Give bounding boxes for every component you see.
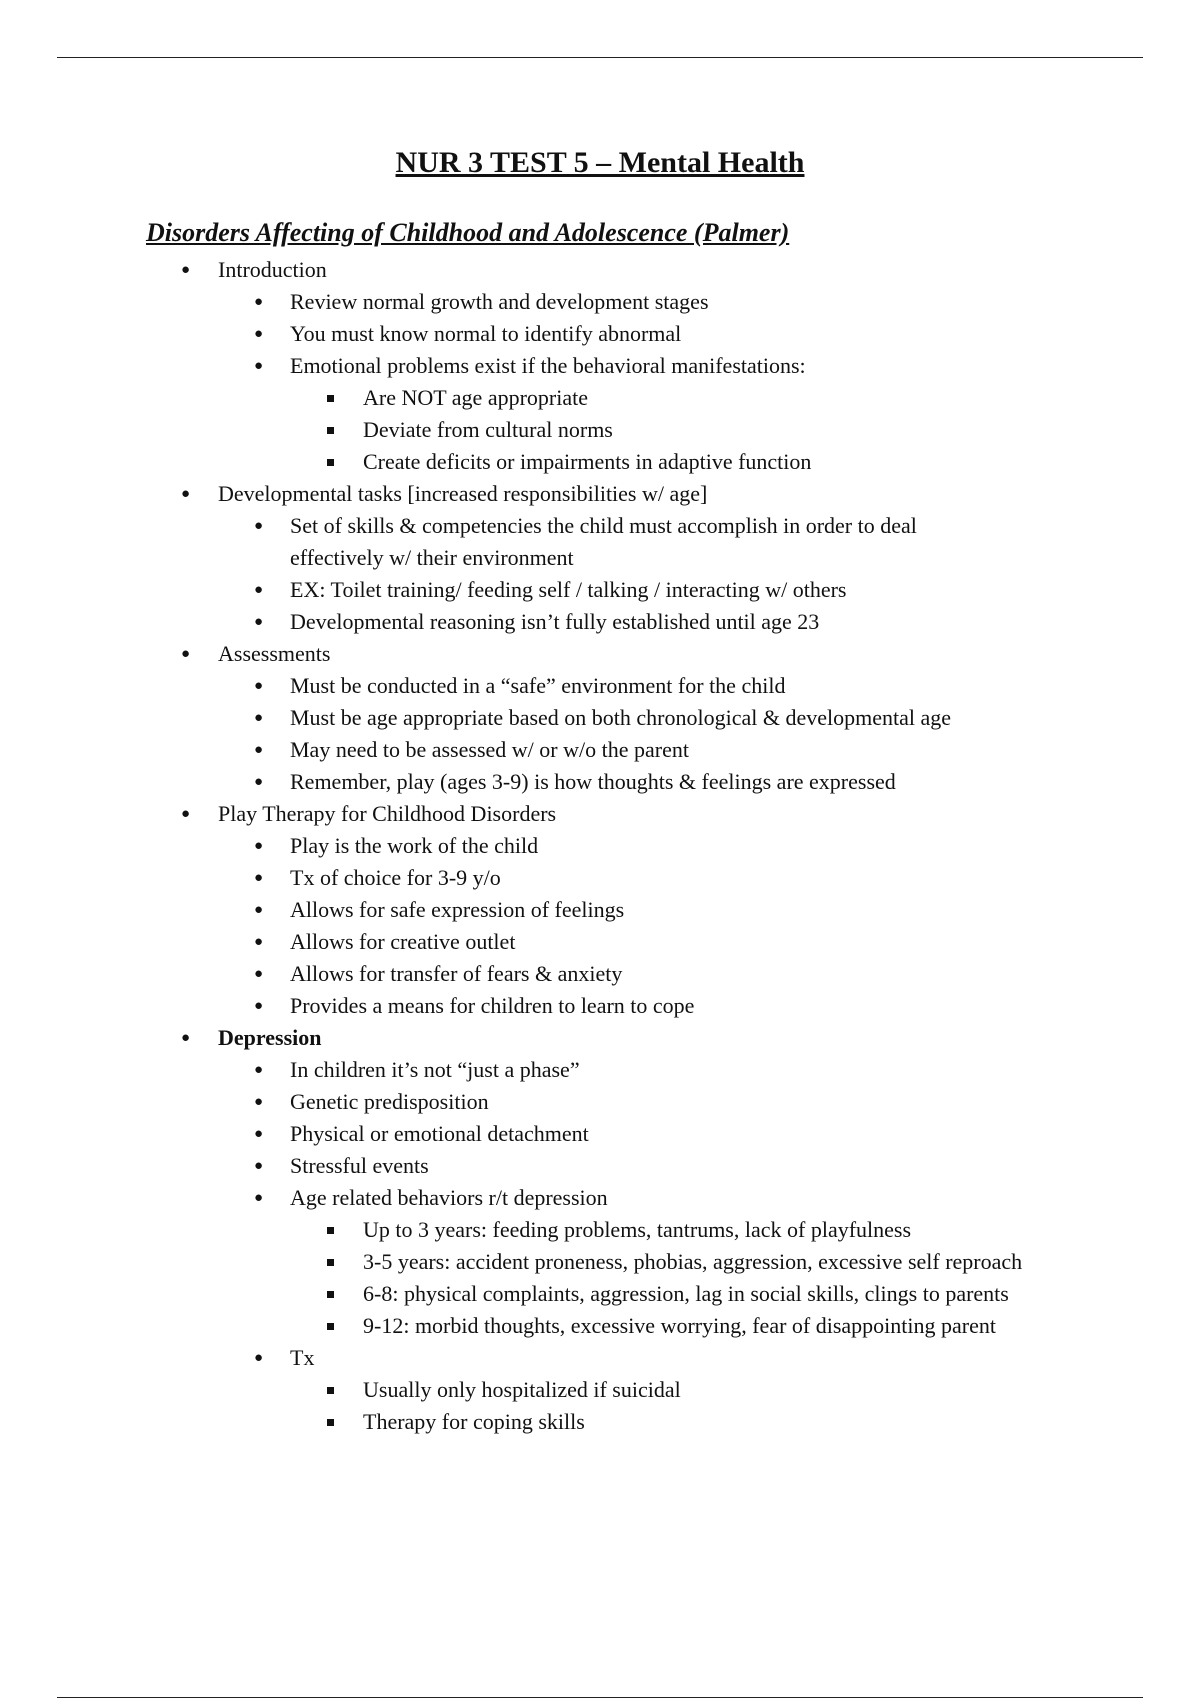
outline-item-level-2 xyxy=(0,990,1200,1022)
square-bullet-icon xyxy=(327,1374,334,1406)
outline-item-level-2 xyxy=(0,1054,1200,1086)
outline-item-level-3 xyxy=(0,1374,1200,1406)
bottom-rule xyxy=(57,1697,1143,1698)
outline-item-level-2 xyxy=(0,1182,1200,1214)
outline-item-text: Developmental tasks [increased responsibilities w/ age] xyxy=(218,481,708,506)
round-bullet-icon: ● xyxy=(254,1350,264,1366)
outline-item-level-2 xyxy=(0,830,1200,862)
round-bullet-icon: ● xyxy=(254,774,264,790)
round-bullet-icon: ● xyxy=(254,1158,264,1174)
round-bullet-icon: ● xyxy=(254,902,264,918)
outline-item-level-1 xyxy=(0,638,1200,670)
outline-item-level-2 xyxy=(0,286,1200,318)
round-bullet-icon: ● xyxy=(254,742,264,758)
outline-item-level-3 xyxy=(0,446,1200,478)
round-bullet-icon: ● xyxy=(254,838,264,854)
outline-item-level-1 xyxy=(0,798,1200,830)
outline-item-text: Genetic predisposition xyxy=(290,1089,489,1114)
outline-item-text: Deviate from cultural norms xyxy=(363,417,613,442)
outline-item-text: You must know normal to identify abnormal xyxy=(290,321,682,346)
outline-item-text: Allows for transfer of fears & anxiety xyxy=(290,961,623,986)
round-bullet-icon: ● xyxy=(181,262,191,278)
notes-outline xyxy=(0,254,1200,1438)
section-heading: Disorders Affecting of Childhood and Adolescence (Palmer) xyxy=(146,218,790,247)
outline-item-level-2 xyxy=(0,734,1200,766)
outline-item-level-2 xyxy=(0,1342,1200,1374)
outline-item-level-2 xyxy=(0,894,1200,926)
outline-item-text: Depression xyxy=(218,1025,322,1050)
outline-item-level-2 xyxy=(0,574,1200,606)
outline-item-level-3 xyxy=(0,382,1200,414)
round-bullet-icon: ● xyxy=(254,1062,264,1078)
round-bullet-icon: ● xyxy=(181,806,191,822)
outline-item-level-3 xyxy=(0,1246,1200,1278)
round-bullet-icon: ● xyxy=(254,1190,264,1206)
round-bullet-icon: ● xyxy=(254,678,264,694)
square-bullet-icon xyxy=(327,382,334,414)
outline-item-text: Usually only hospitalized if suicidal xyxy=(363,1377,681,1402)
round-bullet-icon: ● xyxy=(254,518,264,534)
outline-item-level-2 xyxy=(0,510,1200,574)
outline-item-text: In children it’s not “just a phase” xyxy=(290,1057,580,1082)
outline-item-level-2 xyxy=(0,1118,1200,1150)
outline-item-text: Physical or emotional detachment xyxy=(290,1121,589,1146)
outline-item-level-2 xyxy=(0,766,1200,798)
round-bullet-icon: ● xyxy=(254,998,264,1014)
outline-item-level-3 xyxy=(0,414,1200,446)
outline-item-level-2 xyxy=(0,862,1200,894)
outline-item-text: Stressful events xyxy=(290,1153,429,1178)
round-bullet-icon: ● xyxy=(181,646,191,662)
square-bullet-icon xyxy=(327,414,334,446)
top-rule xyxy=(57,57,1143,58)
outline-item-text: Assessments xyxy=(218,641,331,666)
outline-item-level-2 xyxy=(0,1150,1200,1182)
square-bullet-icon xyxy=(327,446,334,478)
outline-item-level-2 xyxy=(0,1086,1200,1118)
outline-item-text: Must be age appropriate based on both chronological & developmental age xyxy=(290,705,952,730)
outline-item-text: Play is the work of the child xyxy=(290,833,539,858)
round-bullet-icon: ● xyxy=(254,358,264,374)
outline-item-text: Introduction xyxy=(218,257,327,282)
outline-item-text: Create deficits or impairments in adaptive function xyxy=(363,449,812,474)
square-bullet-icon xyxy=(327,1214,334,1246)
round-bullet-icon: ● xyxy=(254,326,264,342)
outline-item-level-1 xyxy=(0,478,1200,510)
round-bullet-icon: ● xyxy=(181,486,191,502)
round-bullet-icon: ● xyxy=(254,934,264,950)
outline-item-text: Remember, play (ages 3-9) is how thoughts & feelings are expressed xyxy=(290,769,896,794)
outline-item-level-2 xyxy=(0,318,1200,350)
outline-item-level-1 xyxy=(0,1022,1200,1054)
outline-item-text: Tx of choice for 3-9 y/o xyxy=(290,865,501,890)
outline-item-level-3 xyxy=(0,1214,1200,1246)
outline-item-text: Up to 3 years: feeding problems, tantrums, lack of playfulness xyxy=(363,1217,912,1242)
outline-item-text: Are NOT age appropriate xyxy=(363,385,588,410)
outline-item-level-2 xyxy=(0,926,1200,958)
round-bullet-icon: ● xyxy=(254,966,264,982)
outline-item-text: Allows for safe expression of feelings xyxy=(290,897,625,922)
outline-item-text: Set of skills & competencies the child must accomplish in order to deal effectively w/ their environment xyxy=(290,513,917,570)
outline-item-text: Therapy for coping skills xyxy=(363,1409,585,1434)
outline-item-level-3 xyxy=(0,1406,1200,1438)
outline-item-text: Play Therapy for Childhood Disorders xyxy=(218,801,557,826)
square-bullet-icon xyxy=(327,1246,334,1278)
round-bullet-icon: ● xyxy=(254,1126,264,1142)
page-title: NUR 3 TEST 5 – Mental Health xyxy=(395,146,805,179)
outline-item-text: Tx xyxy=(290,1345,315,1370)
outline-item-level-1 xyxy=(0,254,1200,286)
outline-item-text: Provides a means for children to learn to cope xyxy=(290,993,695,1018)
round-bullet-icon: ● xyxy=(254,710,264,726)
outline-item-text: May need to be assessed w/ or w/o the parent xyxy=(290,737,689,762)
outline-item-level-2 xyxy=(0,350,1200,382)
outline-item-text: Review normal growth and development stages xyxy=(290,289,709,314)
outline-item-level-2 xyxy=(0,670,1200,702)
outline-item-text: Age related behaviors r/t depression xyxy=(290,1185,608,1210)
outline-item-level-3 xyxy=(0,1310,1200,1342)
outline-item-level-2 xyxy=(0,606,1200,638)
round-bullet-icon: ● xyxy=(254,294,264,310)
outline-item-level-3 xyxy=(0,1278,1200,1310)
outline-item-text: Emotional problems exist if the behavioral manifestations: xyxy=(290,353,806,378)
round-bullet-icon: ● xyxy=(254,614,264,630)
round-bullet-icon: ● xyxy=(254,870,264,886)
square-bullet-icon xyxy=(327,1406,334,1438)
round-bullet-icon: ● xyxy=(181,1030,191,1046)
outline-item-text: 3-5 years: accident proneness, phobias, aggression, excessive self reproach xyxy=(363,1249,1023,1274)
square-bullet-icon xyxy=(327,1278,334,1310)
round-bullet-icon: ● xyxy=(254,582,264,598)
outline-item-text: 6-8: physical complaints, aggression, lag in social skills, clings to parents xyxy=(363,1281,1009,1306)
outline-item-level-2 xyxy=(0,958,1200,990)
square-bullet-icon xyxy=(327,1310,334,1342)
outline-item-text: EX: Toilet training/ feeding self / talking / interacting w/ others xyxy=(290,577,847,602)
outline-item-level-2 xyxy=(0,702,1200,734)
outline-item-text: 9-12: morbid thoughts, excessive worrying, fear of disappointing parent xyxy=(363,1313,996,1338)
outline-item-text: Must be conducted in a “safe” environment for the child xyxy=(290,673,786,698)
outline-item-text: Allows for creative outlet xyxy=(290,929,516,954)
round-bullet-icon: ● xyxy=(254,1094,264,1110)
outline-item-text: Developmental reasoning isn’t fully established until age 23 xyxy=(290,609,820,634)
